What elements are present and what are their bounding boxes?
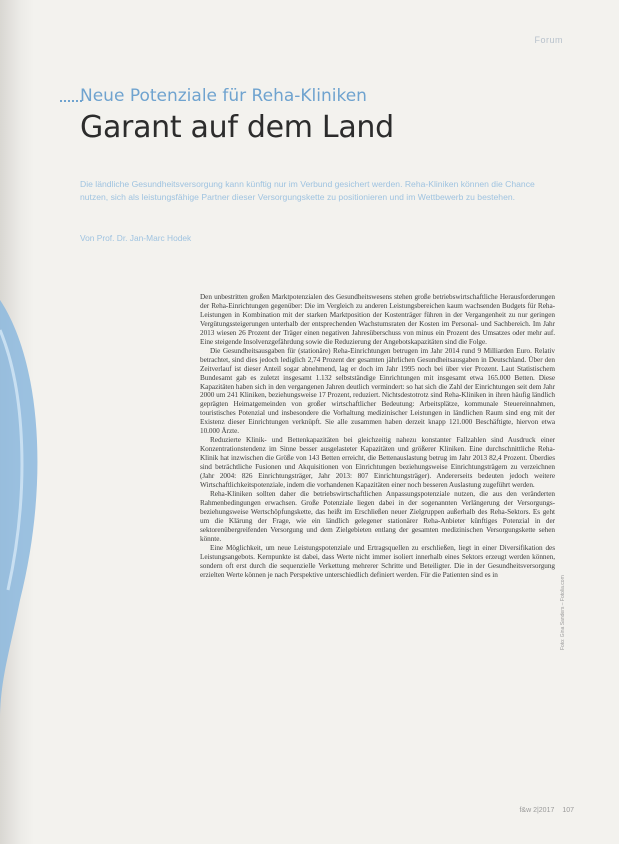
article-body xyxy=(200,293,555,580)
issue-label: f&w 2|2017 xyxy=(519,807,555,814)
decorative-swoosh xyxy=(0,300,60,720)
kicker-dots xyxy=(60,100,82,102)
article-lead: Die ländliche Gesundheitsversorgung kann künftig nur im Verbund gesichert werden. Reha-Kliniken können die Chance nutzen, sich als leistungsfähige Partner dieser Versorgungskette zu positionieren und im Wettbewerb zu bestehen. xyxy=(80,179,535,202)
article-title: Garant auf dem Land xyxy=(80,110,394,145)
body-paragraph: Die Gesundheitsausgaben für (stationäre) Reha-Einrichtungen betrugen im Jahr 2014 rund 9 Milliarden Euro. Relativ betrachtet, sind dies jedoch lediglich 2,74 Prozent der gesamten jährlichen Gesundheitsausgaben in Deutschland. Über den Zeitverlauf ist dieser Anteil sogar abnehmend, lag er doch im Jahr 1995 noch bei über vier Prozent. Laut Statistischem Bundesamt gab es zuletzt insgesamt 1.132 selbstständige Einrichtungen mit insgesamt etwa 165.000 Betten. Diese Kapazitäten haben sich in den vergangenen Jahren deutlich vermindert: so hat sich die Zahl der Einrichtungen seit dem Jahr 2000 um 241 Kliniken, beziehungsweise 17 Prozent, reduziert. Nichtsdestotrotz sind Reha-Kliniken in ihren häufig ländlich geprägten Heimatgemeinden von großer wirtschaftlicher Bedeutung: Arbeitsplätze, kommunale Steuereinnahmen, touristisches Potenzial und insbesondere die Vorhaltung medizinischer Leistungen in ländlichen Raum sind eng mit der Existenz dieser Einrichtungen verknüpft. Sie alle zusammen haben derzeit knapp 121.000 Beschäftigte, hiervon etwa 10.000 Ärzte. xyxy=(200,346,555,436)
article-kicker: Neue Potenziale für Reha-Kliniken xyxy=(80,86,367,106)
body-paragraph: Eine Möglichkeit, um neue Leistungspotenziale und Ertragsquellen zu erschließen, liegt in einer Diversifikation des Leistungsangebots. Kernpunkte ist dabei, dass Werte nicht immer isoliert innerhalb eines Sektors erzeugt werden können, sondern oft erst durch die sequenzielle Verkettung mehrerer Schritte und Beteiligter. Die in der Gesundheitsversorgung erzielten Werte können je nach Perspektive unterschiedlich definiert werden. Für die Patienten sind es in xyxy=(200,543,555,579)
article-byline: Von Prof. Dr. Jan-Marc Hodek xyxy=(80,233,192,243)
body-paragraph: Reduzierte Klinik- und Bettenkapazitäten bei gleichzeitig nahezu konstanter Fallzahlen sind Ausdruck einer Konzentrationstendenz im Sinne besser ausgelasteter Kapazitäten und größerer Kliniken. Eine durchschnittliche Reha-Klinik hat inzwischen die Größe von 143 Betten erreicht, die Bettenauslastung betrug im Jahr 2013 82,4 Prozent. Überdies sind beträchtliche Fusionen und Akquisitionen von Einrichtungen beziehungsweise Einrichtungsträgern zu verzeichnen (Jahr 2004: 826 Einrichtungsträger, Jahr 2013: 807 Einrichtungsträger). Andererseits bedeuten jedoch weitere Wirtschaftlichkeitspotenziale, indem die vorhandenen Kapazitäten einer noch besseren Auslastung zugeführt werden. xyxy=(200,436,555,490)
page-number: 107 xyxy=(562,807,574,814)
photo-credit: Foto: Gina Sanders – Fotolia.com xyxy=(560,575,566,650)
page-footer xyxy=(513,807,574,814)
body-paragraph: Den unbestritten großen Marktpotenzialen des Gesundheitswesens stehen große betriebswirtschaftliche Herausforderungen der Reha-Einrichtungen gegenüber: Die im Vergleich zu anderen Leistungsbereichen kaum wachsenden Budgets für Reha-Leistungen in Kombination mit der starken Marktposition der Kostenträger führen in der Vergangenheit zu nur geringen Vergütungssteigerungen unterhalb der entsprechenden Wachstumsraten der Kosten im Personal- und Sachbereich. Im Jahr 2013 wiesen 26 Prozent der Träger einen negativen Jahresüberschuss von minus ein Prozent des Umsatzes oder mehr auf. Eine steigende Insolvenzgefährdung sowie die Reduzierung der Angebotskapazitäten sind die Folge. xyxy=(200,293,555,346)
section-tag: Forum xyxy=(534,35,563,45)
body-paragraph: Reha-Kliniken sollten daher die betriebswirtschaftlichen Anpassungspotenziale nutzen, die aus den veränderten Rahmenbedingungen erwachsen. Große Potenziale liegen dabei in der sogenannten Verlängerung der Versorgungs- beziehungsweise Wertschöpfungskette, das heißt im Erschließen neuer Zielgruppen außerhalb des Reha-Sektors. Es geht um die Klärung der Frage, wie ein ländlich gelegener stationärer Reha-Anbieter künftiges Potenzial in der sektorenübergreifenden Versorgung und dem Zielgebieten entlang der gesamten medizinischen Versorgungskette sehen könnte. xyxy=(200,489,555,543)
